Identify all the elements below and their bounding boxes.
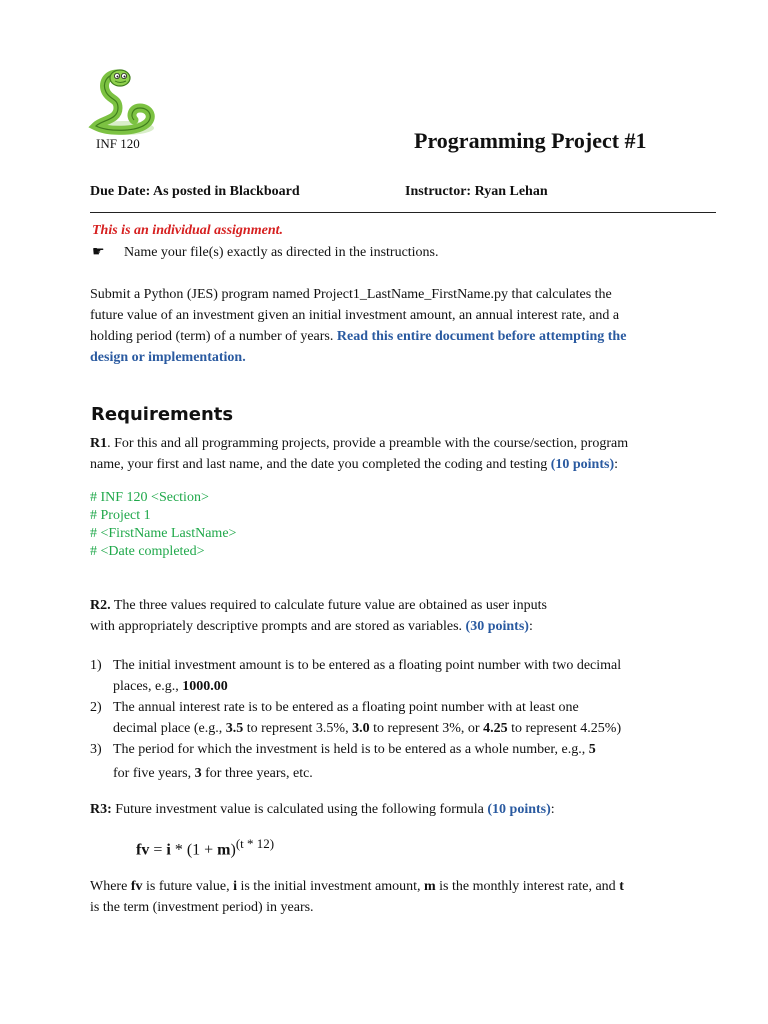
formula-m: m [217,841,231,859]
r1-line [90,454,680,475]
r2-paragraph [90,595,680,637]
preamble-code-block [90,489,236,561]
list-item [113,697,665,739]
list-item-text: to represent 3.5%, [246,721,349,736]
r3-text: Future investment value is calculated using the following formula [111,802,484,817]
requirements-heading: Requirements [91,404,234,425]
list-item-line [113,739,665,760]
r1-label: R1 [90,436,108,451]
intro-line: Submit a Python (JES) program named Project1_LastName_FirstName.py that calculates the [90,287,612,302]
list-item-example: 3 [194,766,202,781]
pointing-hand-icon: ☛ [92,245,105,260]
read-warning: Read this entire document before attempting the [336,329,627,344]
page-title: Programming Project #1 [414,128,647,153]
preamble-line: # <FirstName LastName> [90,526,237,541]
r1-colon: : [614,457,618,472]
explanation-line: is the term (investment period) in years. [90,900,314,915]
list-item-line [113,676,665,697]
r3-label: R3: [90,802,112,817]
r1-text: . For this and all programming projects, provide a preamble with the course/section, program [107,436,629,451]
list-item-line: The initial investment amount is to be entered as a floating point number with two decimal [113,658,622,673]
intro-text: holding period (term) of a number of years. [90,329,334,344]
list-number: 3) [90,742,102,757]
list-item-text: The period for which the investment is held is to be entered as a whole number, e.g., [113,742,586,757]
r1-paragraph [90,433,680,475]
var-t: t [619,879,624,894]
list-item-line [113,763,665,784]
var-m: m [424,879,436,894]
r1-text: name, your first and last name, and the date you completed the coding and testing [90,457,548,472]
r2-label: R2. [90,598,111,613]
explanation-text: is the initial investment amount, [236,879,424,894]
preamble-line: # INF 120 <Section> [90,490,209,505]
r2-points: (30 points) [465,619,529,634]
individual-assignment-notice: This is an individual assignment. [92,223,283,238]
read-warning-cont: design or implementation. [90,350,246,365]
formula-explanation [90,876,680,918]
list-item-text: for three years, etc. [205,766,313,781]
intro-paragraph [90,284,680,368]
formula-i: i [166,841,171,859]
formula-exponent: (t * 12) [235,836,275,851]
list-item [113,739,665,784]
explanation-text: is future value, [142,879,234,894]
var-fv: fv [130,879,143,894]
future-value-formula [136,836,274,859]
list-number: 2) [90,700,102,715]
var-i: i [233,879,237,894]
list-item-text: decimal place (e.g., [113,721,223,736]
explanation-text: Where [90,879,131,894]
explanation-line [90,876,680,897]
list-item-example: 3.0 [352,721,370,736]
list-item-example: 3.5 [225,721,244,736]
r3-paragraph [90,799,680,820]
r1-line [90,433,680,454]
formula-close: ) [230,841,236,859]
list-item-example: 1000.00 [182,679,228,694]
intro-line [90,326,680,347]
r2-line [90,595,680,616]
header-divider [90,212,716,213]
list-item-text: to represent 4.25%) [511,721,622,736]
list-item-text: places, e.g., [113,679,179,694]
formula-eq: = [149,841,167,859]
due-date: Due Date: As posted in Blackboard [90,184,300,199]
r2-colon: : [528,619,533,634]
r2-line [90,616,680,637]
instructor: Instructor: Ryan Lehan [405,184,548,199]
intro-line: future value of an investment given an initial investment amount, an annual interest rate, and a [90,308,620,323]
file-naming-instruction: Name your file(s) exactly as directed in the instructions. [124,245,439,260]
python-snake-logo [88,68,160,136]
list-item-example: 4.25 [483,721,508,736]
r1-points: (10 points) [550,457,615,472]
list-item-line [113,718,665,739]
r2-text: The three values required to calculate future value are obtained as user inputs [110,598,547,613]
explanation-text: is the monthly interest rate, and [435,879,620,894]
preamble-line: # Project 1 [90,508,151,523]
r3-points: (10 points) [487,802,551,817]
r2-text: with appropriately descriptive prompts and are stored as variables. [90,619,463,634]
course-code: INF 120 [96,136,140,151]
list-item-line: The annual interest rate is to be entered as a floating point number with at least one [113,700,579,715]
list-item-text: to represent 3%, or [373,721,480,736]
list-number: 1) [90,658,102,673]
list-item-text: for five years, [113,766,192,781]
formula-fv: fv [136,841,150,859]
r3-colon: : [550,802,555,817]
list-item-example: 5 [588,742,596,757]
preamble-line: # <Date completed> [90,544,205,559]
list-item [113,655,665,697]
formula-mid: * (1 + [170,841,218,859]
